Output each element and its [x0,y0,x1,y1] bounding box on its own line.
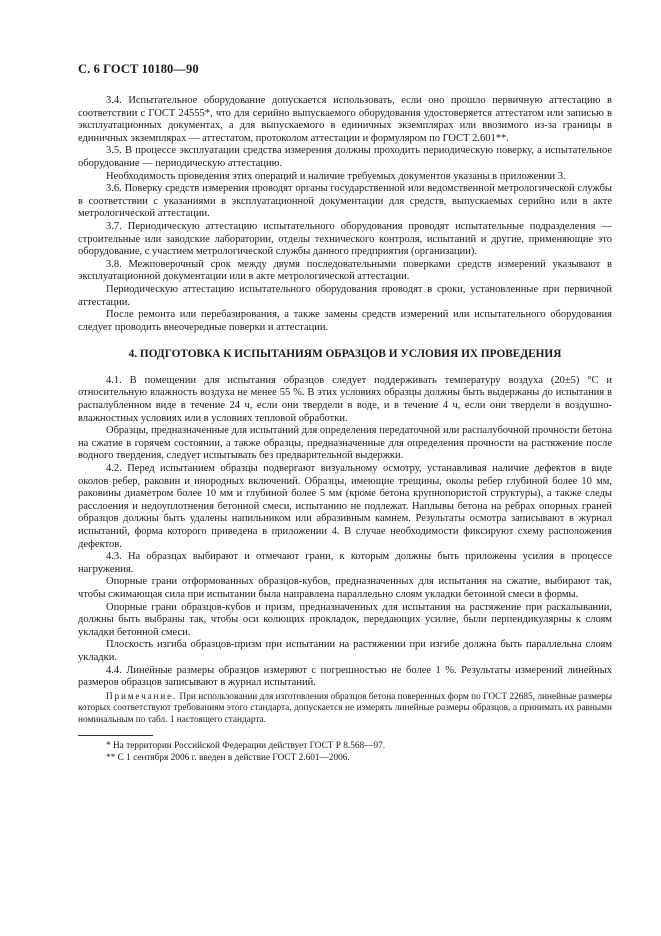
paragraph-3-5-cont: Необходимость проведения этих операций и наличие требуемых документов указаны в приложении 3. [106,170,566,182]
footnote-1: * На территории Российской Федерации действует ГОСТ Р 8.568—97. [106,740,386,751]
paragraph-3-6: 3.6. Поверку средств измерения проводят органы государственной или ведомственной метрологической службы в соответствии с указаниями в эксплуатационной документации для средств, выпускаемых серийно или в акте метрологической аттестации. [78,183,612,220]
paragraph-4-3-cont3: Плоскость изгиба образцов-призм при испытании на растяжении при изгибе должна быть параллельна слоям укладки. [78,639,612,663]
paragraph-3-8: 3.8. Межповерочный срок между двумя последовательными поверками средств измерений указывают в эксплуатационной документации или в акте метрологической аттестации. [78,258,612,283]
paragraph-4-3: 4.3. На образцах выбирают и отмечают грани, к которым должны быть приложены усилия в процессе нагружения. [78,551,612,575]
note-label: Примечание. [106,691,178,702]
footnote-divider [78,735,153,736]
section-4-title: 4. ПОДГОТОВКА К ИСПЫТАНИЯМ ОБРАЗЦОВ И УСЛОВИЯ ИХ ПРОВЕДЕНИЯ [128,348,562,361]
page-header: С. 6 ГОСТ 10180—90 [78,62,199,76]
paragraph-4-3-cont: Опорные грани отформованных образцов-кубов, предназначенных для испытания на сжатие, выбирают так, чтобы сжимающая сила при испытании была направлена параллельно слоям укладки бетонной смеси в формы. [78,576,612,600]
paragraph-4-1-cont: Образцы, предназначенные для испытаний для определения передаточной или распалубочной прочности бетона на сжатие в горячем состоянии, а также образцы, предназначенные для определения прочности на растяжение после водного твердения, следует испытывать без предварительной выдержки. [78,425,612,462]
paragraph-3-5: 3.5. В процессе эксплуатации средства измерения должны проходить периодическую поверку, а испытательное оборудование — периодическую аттестацию. [78,145,612,169]
paragraph-3-7: 3.7. Периодическую аттестацию испытательного оборудования проводят испытательные подразделения — строительные или заводские лаборатории, отделы технического контроля, испытаний и другие, применяющие это оборудование, с участием метрологической службы данного предприятия (организации). [78,220,612,258]
note-text: При использовании для изготовления образцов бетона поверенных форм по ГОСТ 22685, линейные размеры которых соответствуют требованиям этого стандарта, допускается не измерять линейные размеры образцов, а принимать их равными номинальным по табл. 1 настоящего стандарта. [78,691,612,725]
paragraph-4-1: 4.1. В помещении для испытания образцов следует поддерживать температуру воздуха (20±5) °С и относительную влажность воздуха не менее 55 %. В этих условиях образцы должны быть выдержаны до испытания в распалубленном виде в течение 24 ч, если они твердели в воде, и в течение 4 ч, если они твердели в воздушно-влажностных условиях или в условиях тепловой обработки. [78,374,612,424]
note-paragraph [78,692,612,727]
document-body [78,95,612,764]
paragraph-3-4: 3.4. Испытательное оборудование допускается использовать, если оно прошло первичную аттестацию в соответствии с ГОСТ 24555*, что для серийно выпускаемого оборудования удостоверяется аттестатом или записью в эксплуатационных документах, а для выпускаемого в единичных экземплярах или ввозимого из-за границы в единичных экземплярах — аттестатом, протоколом аттестации и формуляром по ГОСТ 2.601**. [78,95,612,144]
paragraph-3-8-cont2: После ремонта или перебазирования, а также замены средств измерений или испытательного оборудования следует проводить внеочередные поверки и аттестации. [78,309,612,333]
paragraph-4-4: 4.4. Линейные размеры образцов измеряют с погрешностью не более 1 %. Результаты измерений линейных размеров образцов записывают в журнал испытаний. [78,664,612,689]
paragraph-4-2: 4.2. Перед испытанием образцы подвергают визуальному осмотру, устанавливая наличие дефектов в виде околов ребер, раковин и инородных включений. Образцы, имеющие трещины, околы ребер глубиной более 10 мм, раковины диаметром более 10 мм и глубиной более 5 мм (кроме бетона крупнопористой структуры), а также следы расслоения и недоуплотнения бетонной смеси, испытанию не подлежат. Наплывы бетона на ребрах опорных граней образцов должны быть удалены напильником или абразивным камнем. Результаты осмотра записывают в журнал испытаний, форма которого приведена в приложении 4. В случае необходимости фиксируют схему расположения дефектов. [78,463,612,550]
paragraph-3-8-cont: Периодическую аттестацию испытательного оборудования проводят в сроки, установленные при первичной аттестации. [78,283,612,308]
footnote-2: ** С 1 сентября 2006 г. введен в действие ГОСТ 2.601—2006. [106,752,350,763]
paragraph-4-3-cont2: Опорные грани образцов-кубов и призм, предназначенных для испытания на растяжение при раскалывании, должны быть выбраны так, чтобы оси колющих прокладок, передающих усилие, были перпендикулярны к слоям укладки бетонной смеси. [78,601,612,638]
